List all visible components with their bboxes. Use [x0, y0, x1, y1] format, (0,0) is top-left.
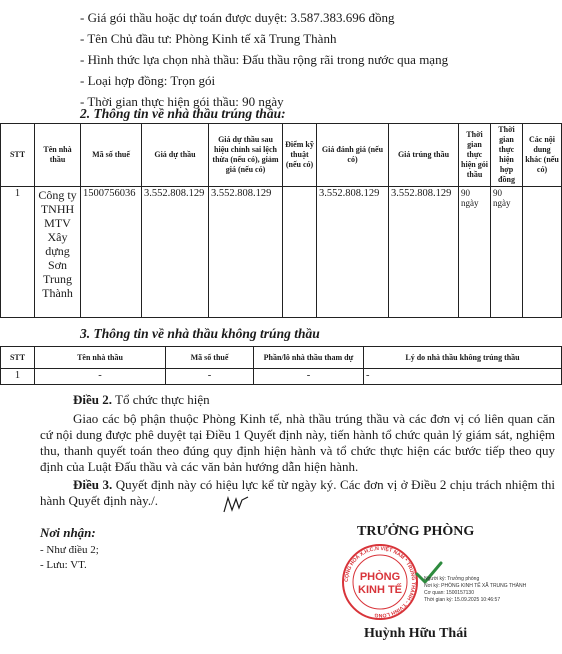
digital-sign-line: Cơ quan: 1500157130 [424, 590, 474, 596]
cell-package-duration: 90 ngày [459, 187, 491, 318]
cell-award-price: 3.552.808.129 [389, 187, 459, 318]
header-cell: Giá dự thầu [142, 124, 209, 187]
info-item-price: - Giá gói thầu hoặc dự toán được duyệt: 3.587.383.696 đồng [80, 10, 395, 25]
handwritten-initial [222, 494, 252, 516]
signer-name: Huỳnh Hữu Thái [364, 626, 468, 641]
article2-title: Tổ chức thực hiện [112, 392, 210, 407]
info-item-method: - Hình thức lựa chọn nhà thầu: Đấu thầu rộng rãi trong nước qua mạng [80, 52, 449, 67]
header-cell: Thời gian thực hiện hợp đồng [491, 124, 523, 187]
header-cell: Các nội dung khác (nếu có) [523, 124, 562, 187]
cell-adjusted-price: 3.552.808.129 [209, 187, 283, 318]
cell-contractor: Công ty TNHH MTV Xây dựng Sơn Trung Thành [35, 187, 81, 318]
winner-table-header [1, 124, 562, 187]
cell-stt: 1 [1, 187, 35, 318]
section3-title: 3. Thông tin về nhà thầu không trúng thầu [80, 326, 320, 341]
info-item-contract: - Loại hợp đồng: Trọn gói [80, 73, 216, 88]
header-cell: STT [1, 347, 35, 369]
header-cell: STT [1, 124, 35, 187]
article3-paragraph [40, 477, 555, 509]
article2-label: Điều 2. [73, 392, 112, 407]
header-cell: Giá trúng thầu [389, 124, 459, 187]
header-cell: Giá đánh giá (nếu có) [317, 124, 389, 187]
cell-other [523, 187, 562, 318]
header-cell: Phần/lô nhà thầu tham dự [254, 347, 364, 369]
loser-table [0, 346, 562, 385]
header-cell: Giá dự thầu sau hiệu chỉnh sai lệch thừa (nếu có), giảm giá (nếu có) [209, 124, 283, 187]
cell-lot: - [254, 369, 364, 385]
header-cell: Tên nhà thầu [35, 347, 166, 369]
cell-stt: 1 [1, 369, 35, 385]
digital-sign-line: Thời gian ký: 15.09.2025 10:46:57 [424, 597, 501, 603]
cell-tax-code: 1500756036 [81, 187, 142, 318]
cell-contract-duration: 90 ngày [491, 187, 523, 318]
header-cell: Tên nhà thầu [35, 124, 81, 187]
header-cell: Mã số thuế [81, 124, 142, 187]
table-row [1, 369, 562, 385]
info-item-duration: - Thời gian thực hiện gói thầu: 90 ngày [80, 94, 284, 109]
article2-heading [73, 392, 210, 408]
recipient-item: - Lưu: VT. [40, 559, 87, 571]
article3-body: Quyết định này có hiệu lực kể từ ngày ký. Các đơn vị ở Điều 2 chịu trách nhiệm thi hành Quyết định này./. [40, 477, 556, 508]
cell-contractor: - [35, 369, 166, 385]
stamp-center-line1: PHÒNG [359, 571, 401, 583]
recipient-item: - Như điều 2; [40, 544, 99, 556]
article2-body: Giao các bộ phận thuộc Phòng Kinh tế, nhà thầu trúng thầu và các đơn vị có liên quan căn cứ nội dung được phê duyệt tại Điều 1 Quyết định này, tiến hành tổ chức quản lý giám sát, nghiệm thu, thanh quyết toán theo đúng quy định hiện hành và tổ chức thực hiện các bước tiếp theo quy định của Luật Đấu thầu và các văn bản hướng dẫn hiện hành. [40, 411, 555, 474]
cell-bid-price: 3.552.808.129 [142, 187, 209, 318]
digital-sign-line: Nơi ký: PHÒNG KINH TẾ XÃ TRUNG THÀNH [424, 583, 527, 589]
digital-sign-line: Người ký: Trưởng phòng [424, 576, 480, 582]
section2-title: 2. Thông tin về nhà thầu trúng thầu: [80, 106, 286, 121]
cell-eval-price: 3.552.808.129 [317, 187, 389, 318]
header-cell: Thời gian thực hiện gói thầu [459, 124, 491, 187]
recipients-title: Nơi nhận: [40, 525, 96, 540]
signer-role: TRƯỞNG PHÒNG [357, 524, 475, 539]
header-cell: Điểm kỹ thuật (nếu có) [283, 124, 317, 187]
cell-reason: - [364, 369, 562, 385]
header-cell: Mã số thuế [166, 347, 254, 369]
loser-table-header [1, 347, 562, 369]
cell-tech-score [283, 187, 317, 318]
stamp-center-line2: KINH TẾ [358, 584, 402, 596]
official-seal-stamp [340, 542, 420, 622]
info-item-investor: - Tên Chủ đầu tư: Phòng Kinh tế xã Trung Thành [80, 31, 337, 46]
article3-label: Điều 3. [73, 477, 113, 492]
table-row [1, 187, 562, 318]
winner-table [0, 123, 562, 318]
cell-tax-code: - [166, 369, 254, 385]
header-cell: Lý do nhà thầu không trúng thầu [364, 347, 562, 369]
stamp-ring-text: CỘNG HOÀ X.H.C.N VIỆT NAM * TRUNG THÀNH - T.VĨNH LONG [343, 545, 417, 619]
